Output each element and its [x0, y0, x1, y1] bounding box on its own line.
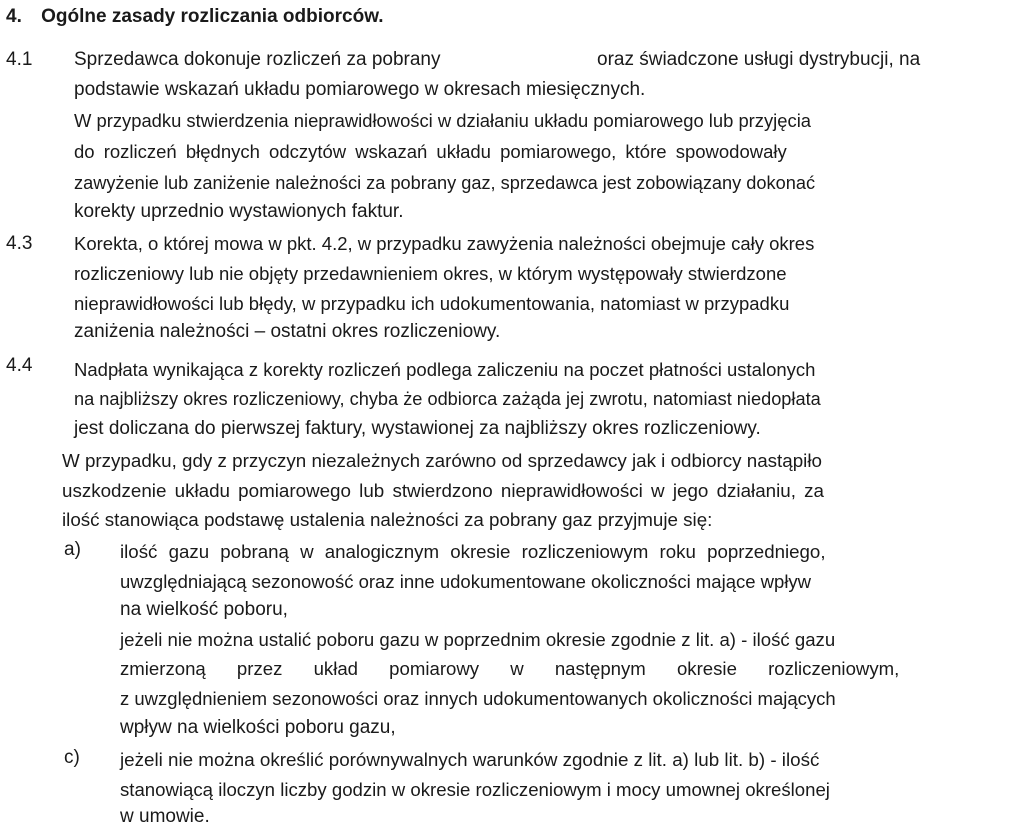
- list-item-line: wpływ na wielkości poboru gazu,: [120, 717, 396, 738]
- paragraph-line: zawyżenie lub zaniżenie należności za pobrany gaz, sprzedawca jest zobowiązany dokonać: [74, 173, 816, 193]
- paragraph-number: 4.1: [6, 49, 33, 70]
- list-item-line: uwzględniającą sezonowość oraz inne udokumentowane okoliczności mające wpływ: [120, 571, 812, 592]
- text-segment: Sprzedawca dokonuje rozliczeń za pobrany: [74, 49, 441, 70]
- paragraph-line: jest doliczana do pierwszej faktury, wystawionej za najbliższy okres rozliczeniowy.: [74, 418, 761, 439]
- paragraph-line: nieprawidłowości lub błędy, w przypadku ich udokumentowania, natomiast w przypadku: [74, 293, 790, 314]
- list-label: c): [64, 747, 80, 768]
- paragraph-line: korekty uprzednio wystawionych faktur.: [74, 201, 404, 222]
- list-item-line: jeżeli nie można określić porównywalnych warunków zgodnie z lit. a) lub lit. b) - ilość: [120, 749, 820, 770]
- paragraph-line: do rozliczeń błędnych odczytów wskazań układu pomiarowego, które spowodowały: [74, 141, 787, 162]
- paragraph-number: 4.3: [6, 233, 33, 254]
- paragraph-line: uszkodzenie układu pomiarowego lub stwierdzono nieprawidłowości w jego działaniu, za: [62, 480, 824, 501]
- list-item-line: w umowie.: [120, 806, 210, 827]
- section-heading: [6, 5, 384, 29]
- list-item-line: na wielkość poboru,: [120, 599, 288, 620]
- paragraph-line: ilość stanowiąca podstawę ustalenia należności za pobrany gaz przyjmuje się:: [62, 509, 713, 530]
- section-title: Ogólne zasady rozliczania odbiorców.: [41, 6, 384, 27]
- paragraph-line: podstawie wskazań układu pomiarowego w okresach miesięcznych.: [74, 79, 646, 100]
- list-item-line: stanowiącą iloczyn liczby godzin w okresie rozliczeniowym i mocy umownej określonej: [120, 779, 830, 800]
- list-item-line: jeżeli nie można ustalić poboru gazu w poprzednim okresie zgodnie z lit. a) - ilość gazu: [120, 629, 836, 650]
- paragraph-line: Korekta, o której mowa w pkt. 4.2, w przypadku zawyżenia należności obejmuje cały okres: [74, 233, 815, 254]
- section-number: 4.: [6, 6, 22, 27]
- paragraph-line: W przypadku stwierdzenia nieprawidłowości w działaniu układu pomiarowego lub przyjęcia: [74, 110, 812, 131]
- paragraph-line: Nadpłata wynikająca z korekty rozliczeń podlega zaliczeniu na poczet płatności ustalonych: [74, 359, 816, 380]
- paragraph-line: [74, 48, 1009, 72]
- paragraph-line: W przypadku, gdy z przyczyn niezależnych zarówno od sprzedawcy jak i odbiorcy nastąpiło: [62, 450, 822, 471]
- paragraph-number: 4.4: [6, 355, 33, 376]
- list-item-line: z uwzględnieniem sezonowości oraz innych udokumentowanych okoliczności mających: [120, 688, 836, 709]
- list-label: a): [64, 539, 81, 560]
- paragraph-line: na najbliższy okres rozliczeniowy, chyba że odbiorca zażąda jej zwrotu, natomiast niedopłata: [74, 389, 821, 409]
- text-segment: oraz świadczone usługi dystrybucji, na: [597, 49, 921, 70]
- paragraph-line: zaniżenia należności – ostatni okres rozliczeniowy.: [74, 321, 501, 342]
- list-item-line: zmierzoną przez układ pomiarowy w następnym okresie rozliczeniowym,: [120, 658, 900, 679]
- paragraph-line: rozliczeniowy lub nie objęty przedawnieniem okres, w którym występowały stwierdzone: [74, 263, 787, 284]
- list-item-line: ilość gazu pobraną w analogicznym okresie rozliczeniowym roku poprzedniego,: [120, 541, 826, 562]
